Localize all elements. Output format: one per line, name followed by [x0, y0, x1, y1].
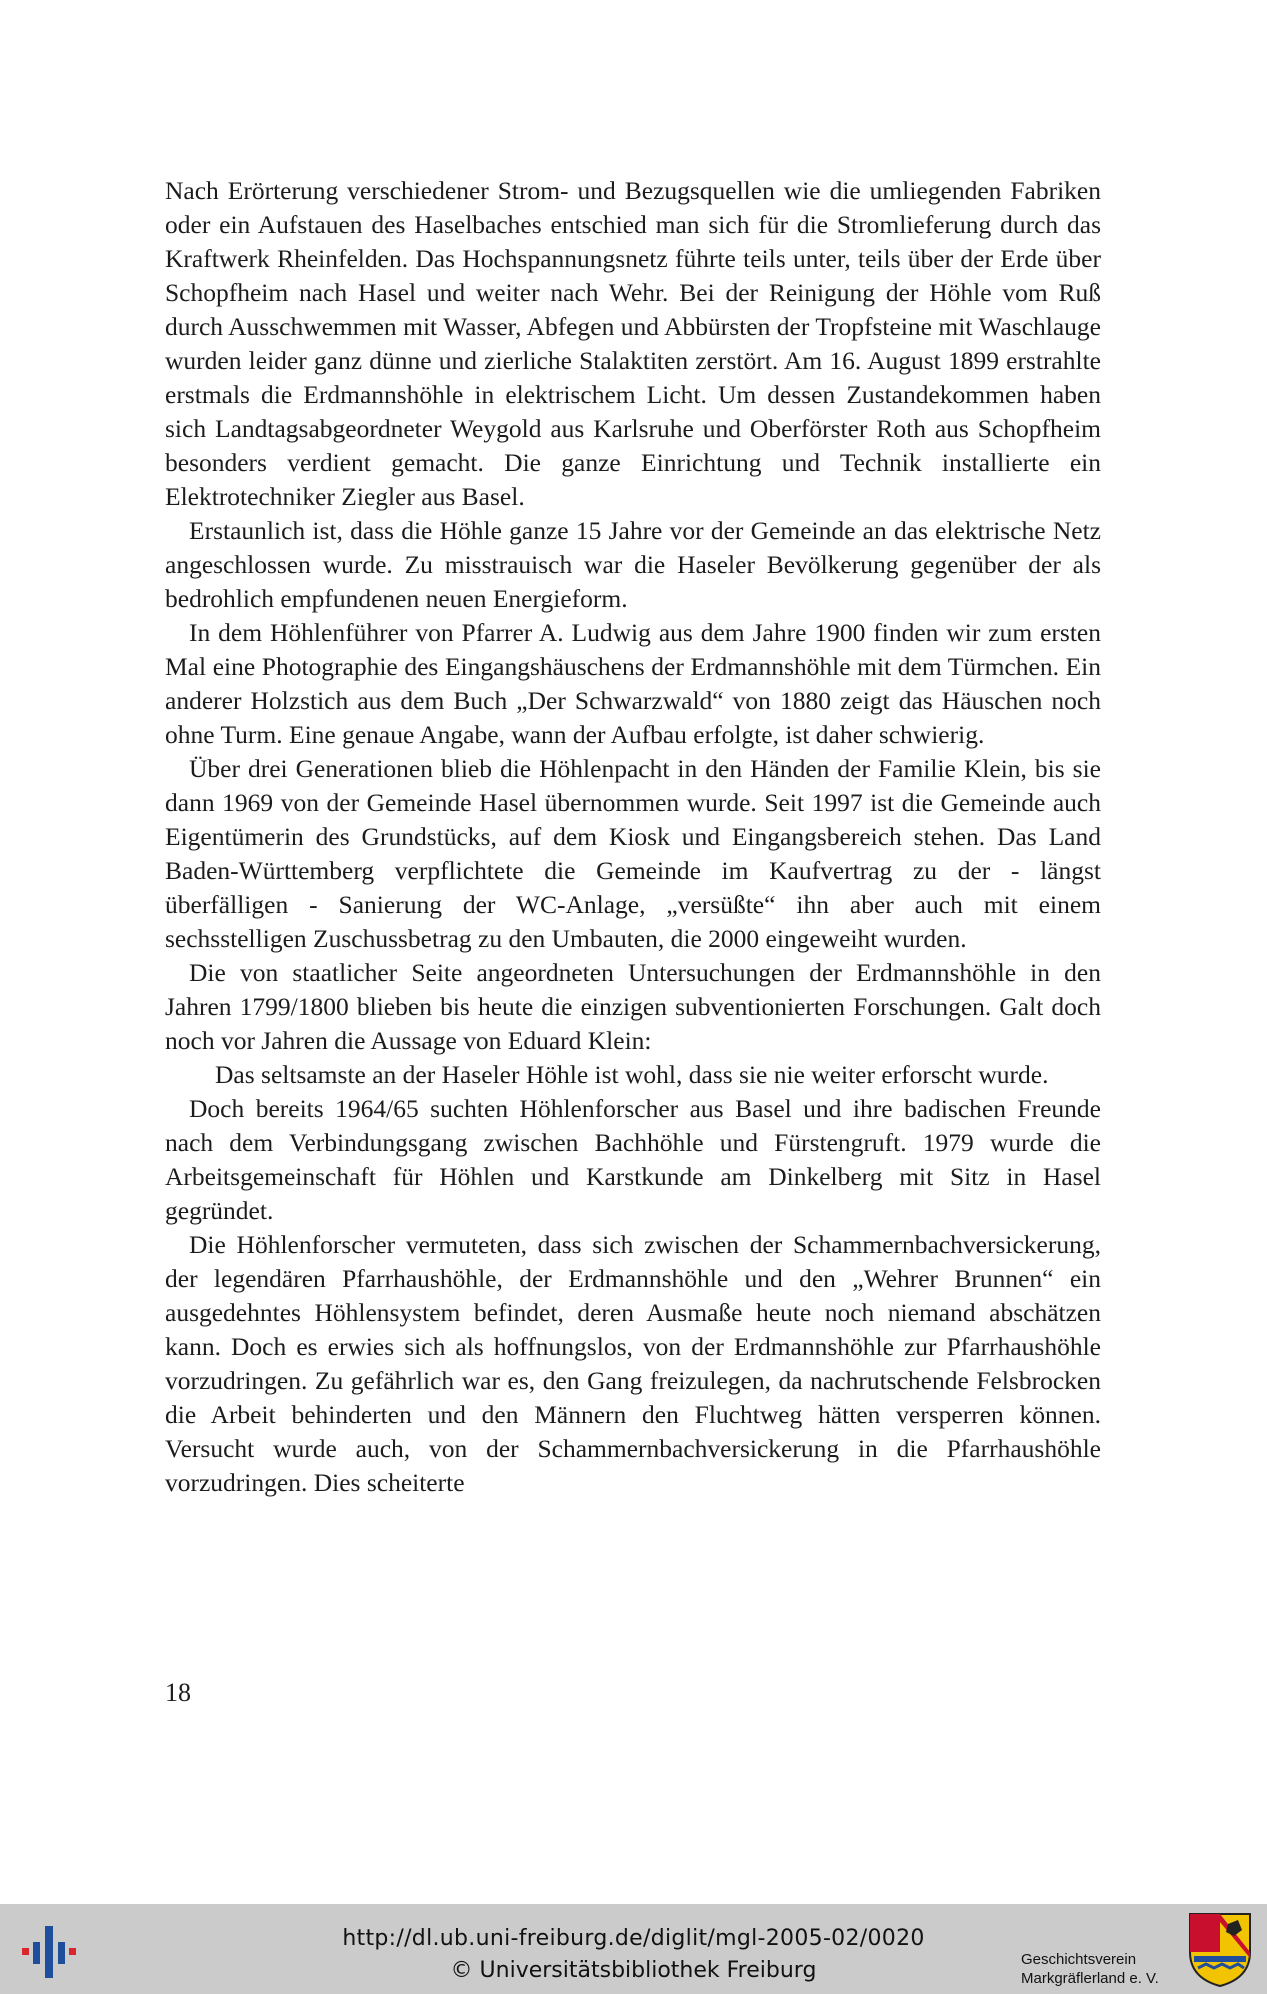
society-line-1: Geschichtsverein — [1021, 1951, 1137, 1968]
paragraph: Die von staatlicher Seite angeordneten Untersuchungen der Erdmannshöhle in den Jahren 1799/1800 blieben bis heute die einzigen subventionierten Forschungen. Galt doch noch vor Jahren die Aussage von Eduard Klein: — [165, 958, 1101, 1055]
footer-bar — [0, 1904, 1267, 1994]
paragraph: Nach Erörterung verschiedener Strom- und Bezugsquellen wie die umliegenden Fabriken oder ein Aufstauen des Haselbaches entschied man sich für die Stromlieferung durch das Kraftwerk Rheinfelden. Das Hochspannungsnetz führte teils unter, teils über der Erde über Schopfheim nach Hasel und weiter nach Wehr. Bei der Reinigung der Höhle vom Ruß durch Ausschwemmen mit Wasser, Abfegen und Abbürsten der Tropfsteine mit Waschlauge wurden leider ganz dünne und zierliche Stalaktiten zerstört. Am 16. August 1899 erstrahlte erstmals die Erdmannshöhle in elektrischem Licht. Um dessen Zustandekommen haben sich Landtagsabgeordneter Weygold aus Karlsruhe und Oberförster Roth aus Schopfheim besonders verdient gemacht. Die ganze Einrichtung und Technik installierte ein Elektrotechniker Ziegler aus Basel. — [165, 176, 1101, 511]
copyright-text: © Universitätsbibliothek Freiburg — [450, 1958, 817, 1983]
page-text — [165, 174, 1101, 1500]
quote-paragraph: Das seltsamste an der Haseler Höhle ist wohl, dass sie nie weiter erforscht wurde. — [215, 1060, 1049, 1089]
paragraph: Erstaunlich ist, dass die Höhle ganze 15 Jahre vor der Gemeinde an das elektrische Netz angeschlossen wurde. Zu misstrauisch war die Haseler Bevölkerung gegenüber der als bedrohlich empfundenen neuen Energieform. — [165, 516, 1101, 613]
paragraph: Die Höhlenforscher vermuteten, dass sich zwischen der Schammernbachversickerung, der legendären Pfarrhaushöhle, der Erdmannshöhle und den „Wehrer Brunnen“ ein ausgedehntes Höhlensystem befindet, deren Ausmaße heute noch niemand abschätzen kann. Doch es erwies sich als hoffnungslos, von der Erdmannshöhle zur Pfarrhaushöhle vorzudringen. Zu gefährlich war es, den Gang freizulegen, da nachrutschende Felsbrocken die Arbeit behinderten und den Männern den Fluchtweg hätten versperren können. Versucht wurde auch, von der Schammernbachversickerung in die Pfarrhaushöhle vorzudringen. Dies scheiterte — [165, 1230, 1101, 1497]
paragraph: Über drei Generationen blieb die Höhlenpacht in den Händen der Familie Klein, bis sie dann 1969 von der Gemeinde Hasel übernommen wurde. Seit 1997 ist die Gemeinde auch Eigentümerin des Grundstücks, auf dem Kiosk und Eingangsbereich stehen. Das Land Baden-Württemberg verpflichtete die Gemeinde im Kaufvertrag zu der - längst überfälligen - Sanierung der WC-Anlage, „versüßte“ ihn aber auch mit einem sechsstelligen Zuschussbetrag zu den Umbauten, die 2000 eingeweiht wurden. — [165, 754, 1101, 953]
society-line-2: Markgräflerland e. V. — [1021, 1970, 1159, 1987]
paragraph: In dem Höhlenführer von Pfarrer A. Ludwig aus dem Jahre 1900 finden wir zum ersten Mal eine Photographie des Eingangshäuschens der Erdmannshöhle mit dem Türmchen. Ein anderer Holzstich aus dem Buch „Der Schwarzwald“ von 1880 zeigt das Häuschen noch ohne Turm. Eine genaue Angabe, wann der Aufbau erfolgte, ist daher schwierig. — [165, 618, 1101, 749]
coat-of-arms-icon — [1188, 1912, 1252, 1988]
society-name — [1021, 1950, 1159, 1988]
digital-library-link[interactable]: http://dl.ub.uni-freiburg.de/diglit/mgl-2005-02/0020 — [342, 1926, 925, 1951]
paragraph: Doch bereits 1964/65 suchten Höhlenforscher aus Basel und ihre badischen Freunde nach dem Verbindungsgang zwischen Bachhöhle und Fürstengruft. 1979 wurde die Arbeitsgemeinschaft für Höhlen und Karstkunde am Dinkelberg mit Sitz in Hasel gegründet. — [165, 1094, 1101, 1225]
page-number: 18 — [165, 1678, 191, 1707]
